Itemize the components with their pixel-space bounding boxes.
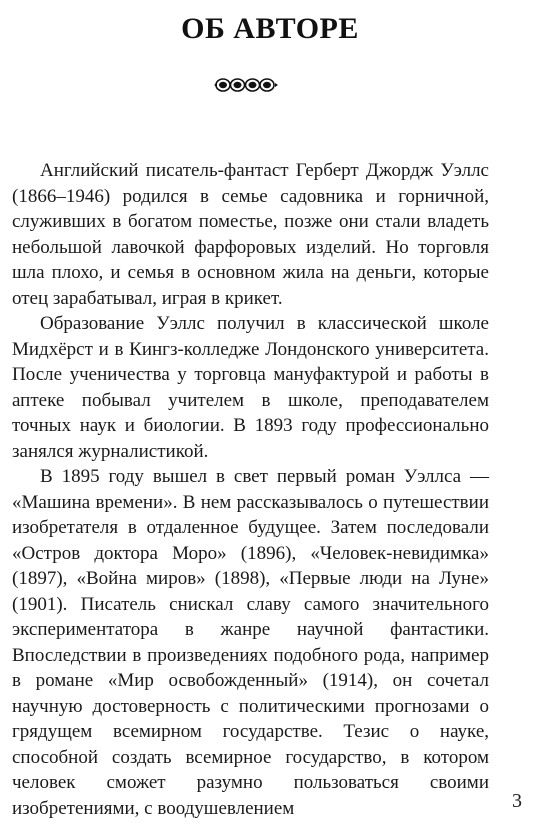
page-number: 3 (512, 790, 522, 812)
paragraph: Английский писатель-фантаст Герберт Джордж Уэллс (1866–1946) родился в семье садовника и горничной, служивших в богатом поместье, позже они стали владеть небольшой лавочкой фарфоровых изделий. Но торговля шла плохо, и семья в основном жила на деньги, которые отец зарабатывал, играя в крикет. (12, 160, 489, 309)
page-title: ОБ АВТОРЕ (181, 12, 359, 45)
paragraph: Образование Уэллс получил в классической школе Мидхёрст и в Кингз-колледже Лондонского университета. После ученичества у торговца мануфактурой и работы в аптеке побывал учителем в школе, преподавателем точных наук и биологии. В 1893 году профессионально занялся журналистикой. (12, 313, 489, 462)
fleuron-ornament-icon (214, 74, 278, 96)
paragraph: В 1895 году вышел в свет первый роман Уэллса — «Машина времени». В нем рассказывалось о путешествии изобретателя в отдаленное будущее. Затем последовали «Остров доктора Моро» (1896), «Человек-невидимка» (1897), «Война миров» (1898), «Первые люди на Луне» (1901). Писатель снискал славу самого значительного экспериментатора в жанре научной фантастики. Впоследствии в произведениях подобного рода, например в романе «Мир освобожденный» (1914), он сочетал научную достоверность с политическими прогнозами о грядущем всемирном государстве. Тезис о науке, способной создать всемирное государство, в котором человек сможет разумно пользоваться своими изобретениями, с воодушевлением (12, 466, 489, 819)
body-text (12, 158, 489, 821)
